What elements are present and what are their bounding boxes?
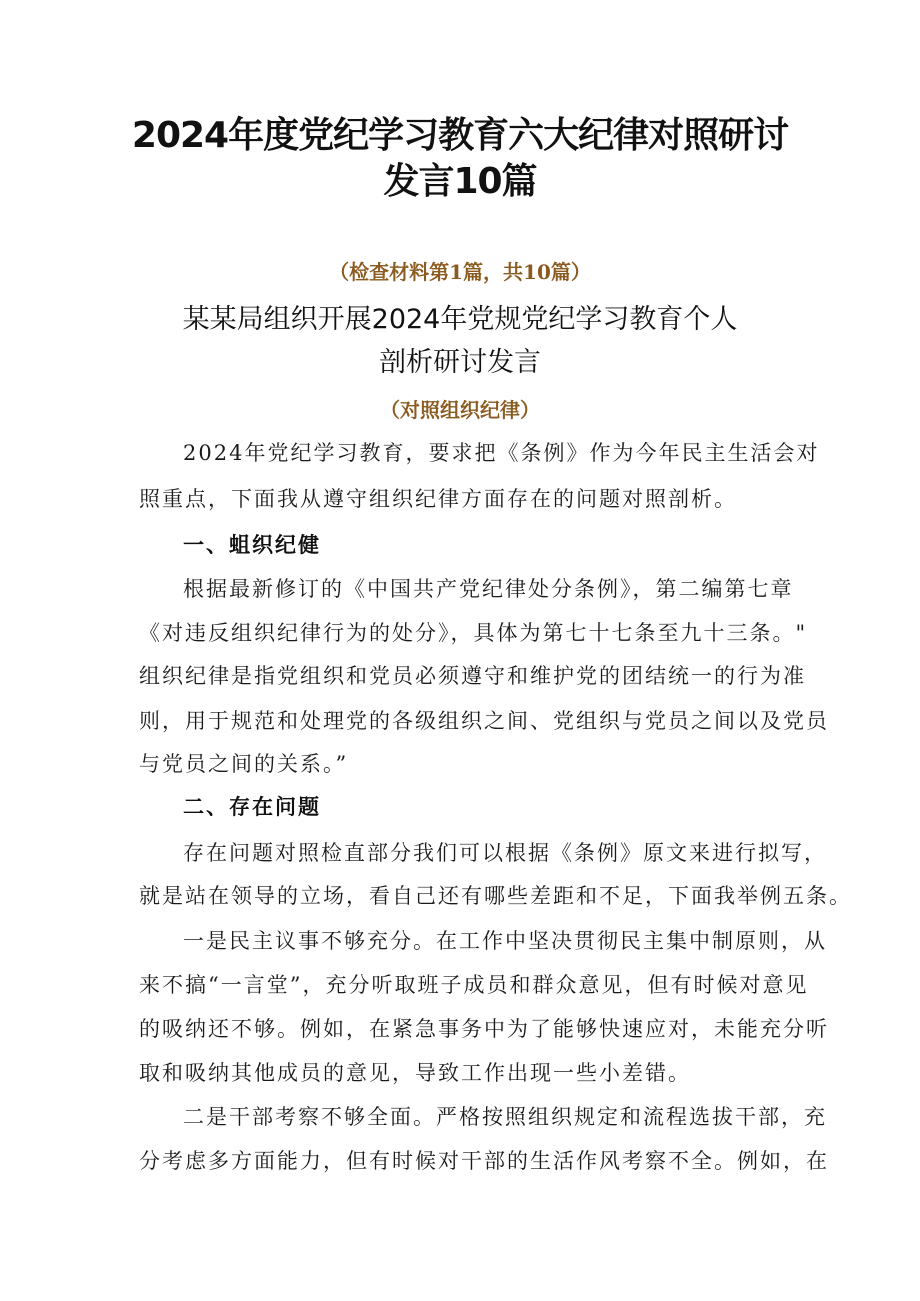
- section2-paragraph-line: 的吸纳还不够。例如，在紧急事务中为了能够快速应对，未能充分听: [139, 1017, 829, 1041]
- section2-paragraph-line: 取和吸纳其他成员的意见，导致工作出现一些小差错。: [139, 1061, 691, 1085]
- series-note: （检查材料第1篇，共10篇）: [329, 260, 591, 284]
- section-heading-2: 二、存在问题: [183, 794, 321, 819]
- section1-paragraph-line: 组织纪律是指党组织和党员必须遵守和维护党的团结统一的行为准: [139, 664, 806, 688]
- document-title-line-1: 2024年度党纪学习教育六大纪律对照研讨: [131, 115, 789, 156]
- intro-paragraph-line: 2024年党纪学习教育，要求把《条例》作为今年民主生活会对: [183, 441, 820, 465]
- speech-subtitle-line-1: 某某局组织开展2024年党规党纪学习教育个人: [182, 304, 738, 335]
- section1-paragraph-line: 与党员之间的关系。”: [139, 752, 349, 776]
- section2-paragraph-line: 二是干部考察不够全面。严格按照组织规定和流程选拔干部，充: [183, 1105, 827, 1129]
- section2-paragraph-line: 存在问题对照检直部分我们可以根据《条例》原文来进行拟写，: [183, 841, 827, 865]
- section1-paragraph-line: 《对违反组织纪律行为的处分》，具体为第七十七条至九十三条。": [139, 621, 808, 645]
- section1-paragraph-line: 根据最新修订的《中国共产党纪律处分条例》，第二编第七章: [183, 577, 794, 601]
- section2-paragraph-line: 来不搞“一言堂”，充分听取班子成员和群众意见，但有时候对意见: [139, 973, 809, 997]
- section2-paragraph-line: 一是民主议事不够充分。在工作中坚决贯彻民主集中制原则，从: [183, 929, 827, 953]
- section-heading-1: 一、蛆织纪健: [183, 532, 321, 557]
- section1-paragraph-line: 则，用于规范和处理党的各级组织之间、党组织与党员之间以及党员: [139, 709, 829, 733]
- document-title-line-2: 发言10篇: [383, 161, 537, 202]
- section2-paragraph-line: 分考虑多方面能力，但有时候对干部的生活作风考察不全。例如，在: [139, 1149, 829, 1173]
- speech-subtitle-line-2: 剖析研讨发言: [379, 347, 541, 378]
- focus-note: （对照组织纪律）: [380, 398, 540, 422]
- section2-paragraph-line: 就是站在领导的立场，看自己还有哪些差距和不足，下面我举例五条。: [139, 884, 852, 908]
- intro-paragraph-line: 照重点，下面我从遵守组织纪律方面存在的问题对照剖析。: [139, 487, 737, 511]
